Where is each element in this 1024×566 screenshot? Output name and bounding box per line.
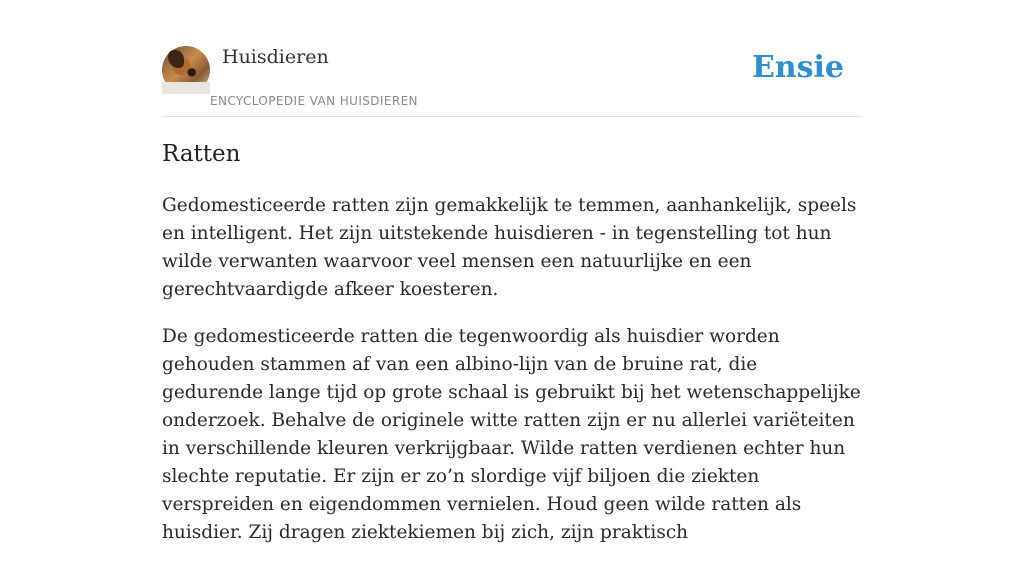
article-paragraph: Gedomesticeerde ratten zijn gemakkelijk te temmen, aanhankelijk, speels en intelligent. Het zijn uitstekende huisdieren - in tegenstelling tot hun wilde verwanten waarvoor veel mensen een natuurlijke en een gerechtvaardigde afkeer koesteren.	[162, 195, 857, 300]
site-title[interactable]: Huisdieren	[222, 46, 329, 68]
article	[162, 138, 864, 566]
dog-photo-icon[interactable]	[162, 46, 210, 94]
avatar-ear-shape	[168, 50, 184, 68]
page-title: Ratten	[162, 141, 241, 167]
article-paragraph: De gedomesticeerde ratten die tegenwoordig als huisdier worden gehouden stammen af van een albino-lijn van de bruine rat, die gedurende lange tijd op grote schaal is gebruikt bij het wetenschappelijke onderzoek. Behalve de originele witte ratten zijn er nu allerlei variëteiten in verschillende kleuren verkrijgbaar. Wilde ratten verdienen echter hun slechte reputatie. Er zijn er zo’n slordige vijf biljoen die ziekten verspreiden en eigendommen vernielen. Houd geen wilde ratten als huisdier. Zij dragen ziektekiemen bij zich, zijn praktisch	[162, 326, 861, 543]
site-header	[162, 46, 862, 117]
brand-logo-link[interactable]: Ensie	[751, 50, 844, 85]
site-subtitle: ENCYCLOPEDIE VAN HUISDIEREN	[210, 94, 418, 108]
avatar-paw-shape	[162, 82, 210, 94]
